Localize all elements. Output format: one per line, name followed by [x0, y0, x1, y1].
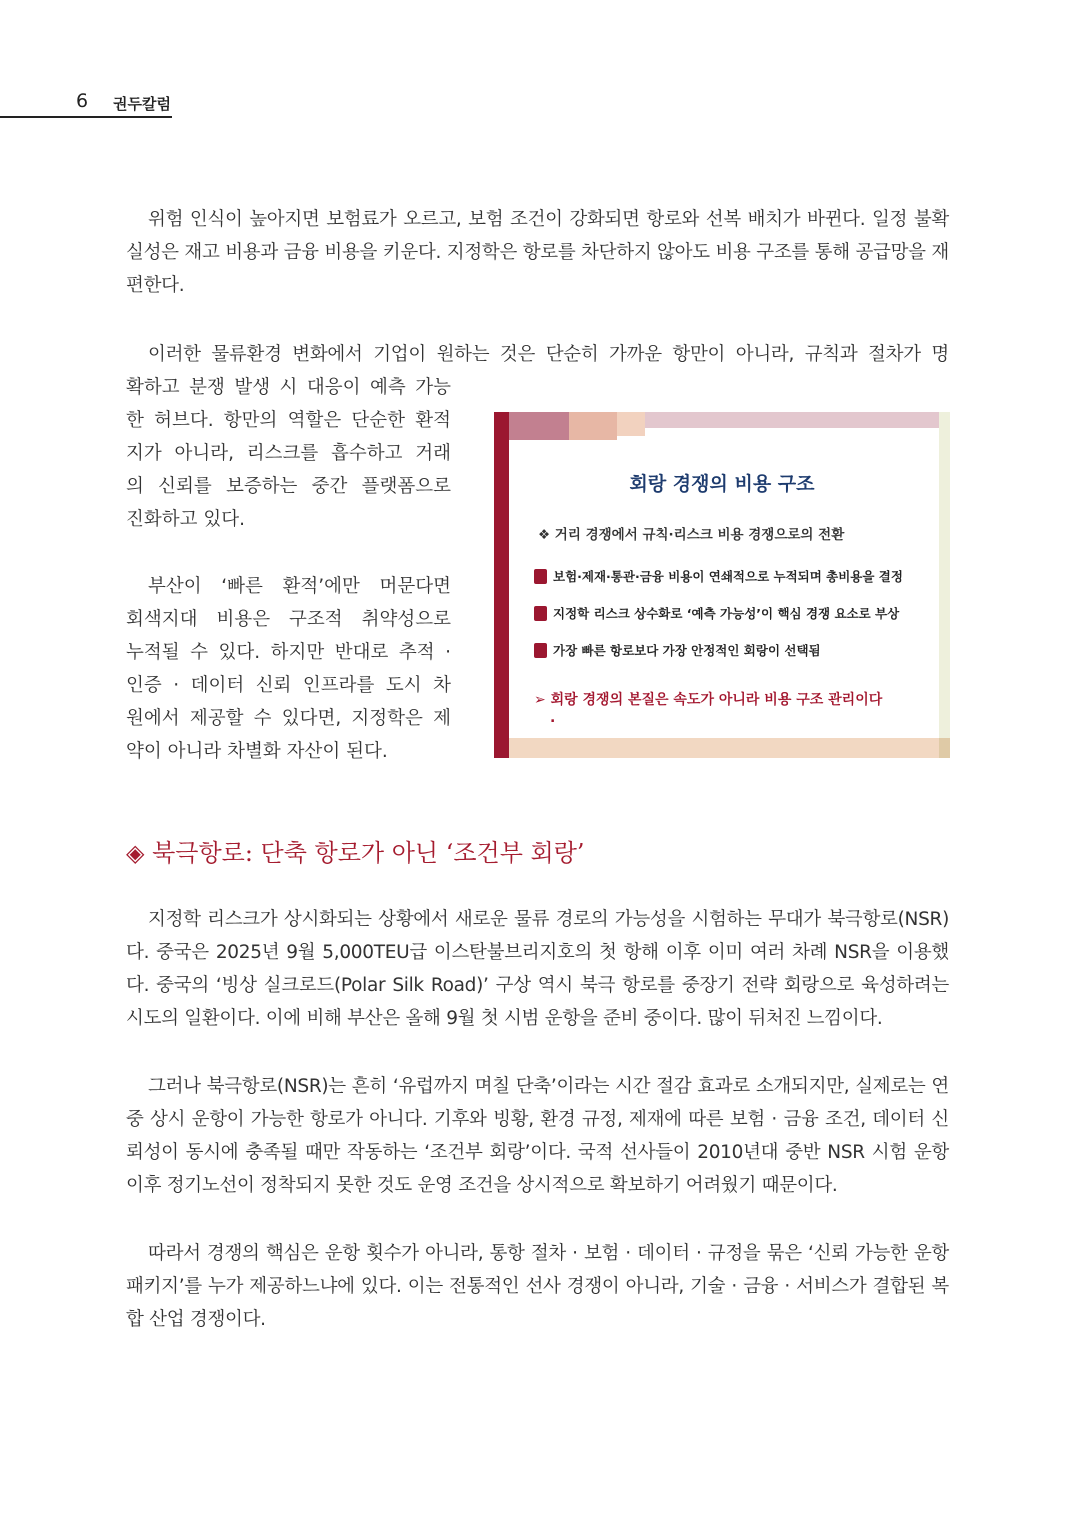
bullet-square-icon: [534, 643, 547, 658]
text-line: 누적될 수 있다. 하지만 반대로 추적 ·: [126, 642, 451, 663]
text-line: 부산이 ‘빠른 환적’에만 머문다면: [148, 576, 451, 597]
decorative-block: [509, 412, 569, 440]
text-line: 의 신뢰를 보증하는 중간 플랫폼으로: [126, 476, 451, 497]
text-line: 지가 아니라, 리스크를 흡수하고 거래: [126, 443, 451, 464]
text-line: 인증 · 데이터 신뢰 인프라를 도시 차: [126, 675, 451, 696]
infobox-conclusion: ➢ 회랑 경쟁의 본질은 속도가 아니라 비용 구조 관리이다: [534, 692, 883, 708]
page-header: [0, 90, 172, 118]
accent-bar: [494, 412, 509, 758]
decorative-block: [569, 412, 617, 440]
infobox-conclusion-tail: .: [550, 710, 556, 726]
text-line: 진화하고 있다.: [126, 509, 245, 530]
decorative-block: [939, 738, 950, 758]
text-line: 원에서 제공할 수 있다면, 지정학은 제: [126, 708, 451, 729]
page-number: 6: [76, 90, 89, 112]
paragraph-5: 그러나 북극항로(NSR)는 흔히 ‘유럽까지 며칠 단축’이라는 시간 절감 효과로 소개되지만, 실제로는 연중 상시 운항이 가능한 항로가 아니다. 기후와 빙황, 환경 규정, 제재에 따른 보험 · 금융 조건, 데이터 신뢰성이 동시에 충족될 때만 작동하는 ‘조건부 회랑’이다. 국적 선사들이 2010년대 중반 NSR 시험 운항 이후 정기노선이 정착되지 못한 것도 운영 조건을 상시적으로 확보하기 어려웠기 때문이다.: [126, 1076, 949, 1196]
paragraph-3: [126, 570, 451, 768]
text-line: 회색지대 비용은 구조적 취약성으로: [126, 609, 451, 630]
decorative-block: [617, 412, 645, 436]
decorative-band: [939, 412, 950, 758]
infobox-item-text: 가장 빠른 항로보다 가장 안정적인 회랑이 선택됨: [553, 643, 821, 658]
decorative-band: [509, 738, 950, 758]
infobox-item-text: 보험·제재·통관·금융 비용이 연쇄적으로 누적되며 총비용을 결정: [553, 569, 903, 584]
paragraph-4: 지정학 리스크가 상시화되는 상황에서 새로운 물류 경로의 가능성을 시험하는 무대가 북극항로(NSR)다. 중국은 2025년 9월 5,000TEU급 이스탄불브리지호의 첫 항해 이후 이미 여러 차례 NSR을 이용했다. 중국의 ‘빙상 실크로드(Polar Silk Road)’ 구상 역시 북극 항로를 중장기 전략 회랑으로 육성하려는 시도의 일환이다. 이에 비해 부산은 올해 9월 첫 시범 운항을 준비 중이다. 많이 뒤처진 느낌이다.: [126, 909, 949, 1029]
infobox-item: [534, 567, 903, 585]
bullet-square-icon: [534, 606, 547, 621]
paragraph-2-first-line: 이러한 물류환경 변화에서 기업이 원하는 것은 단순히 가까운 항만이 아니라, 규칙과 절차가 명: [148, 344, 949, 365]
section-heading: ◈ 북극항로: 단축 항로가 아닌 ‘조건부 회랑’: [126, 839, 585, 867]
text-line: 한 허브다. 항만의 역할은 단순한 환적: [126, 410, 451, 431]
text-line: 확하고 분쟁 발생 시 대응이 예측 가능: [126, 377, 451, 398]
infobox-item: [534, 604, 899, 622]
infobox-item-text: 지정학 리스크 상수화로 ‘예측 가능성’이 핵심 경쟁 요소로 부상: [553, 606, 900, 621]
bullet-square-icon: [534, 569, 547, 584]
section-name: 권두칼럼: [113, 95, 171, 113]
paragraph-6: 따라서 경쟁의 핵심은 운항 횟수가 아니라, 통항 절차 · 보험 · 데이터 · 규정을 묶은 ‘신뢰 가능한 운항 패키지’를 누가 제공하느냐에 있다. 이는 전통적인 선사 경쟁이 아니라, 기술 · 금융 · 서비스가 결합된 복합 산업 경쟁이다.: [126, 1243, 949, 1330]
infobox-subtitle: ❖ 거리 경쟁에서 규칙·리스크 비용 경쟁으로의 전환: [538, 527, 845, 543]
cost-structure-infobox: [494, 412, 950, 758]
infobox-item: [534, 641, 821, 659]
text-line: 약이 아니라 차별화 자산이 된다.: [126, 741, 388, 762]
infobox-title: 회랑 경쟁의 비용 구조: [629, 473, 815, 495]
paragraph-1: 위험 인식이 높아지면 보험료가 오르고, 보험 조건이 강화되면 항로와 선복 배치가 바뀐다. 일정 불확실성은 재고 비용과 금융 비용을 키운다. 지정학은 항로를 차단하지 않아도 비용 구조를 통해 공급망을 재편한다.: [126, 209, 949, 296]
paragraph-2-wrapped: [126, 371, 451, 536]
